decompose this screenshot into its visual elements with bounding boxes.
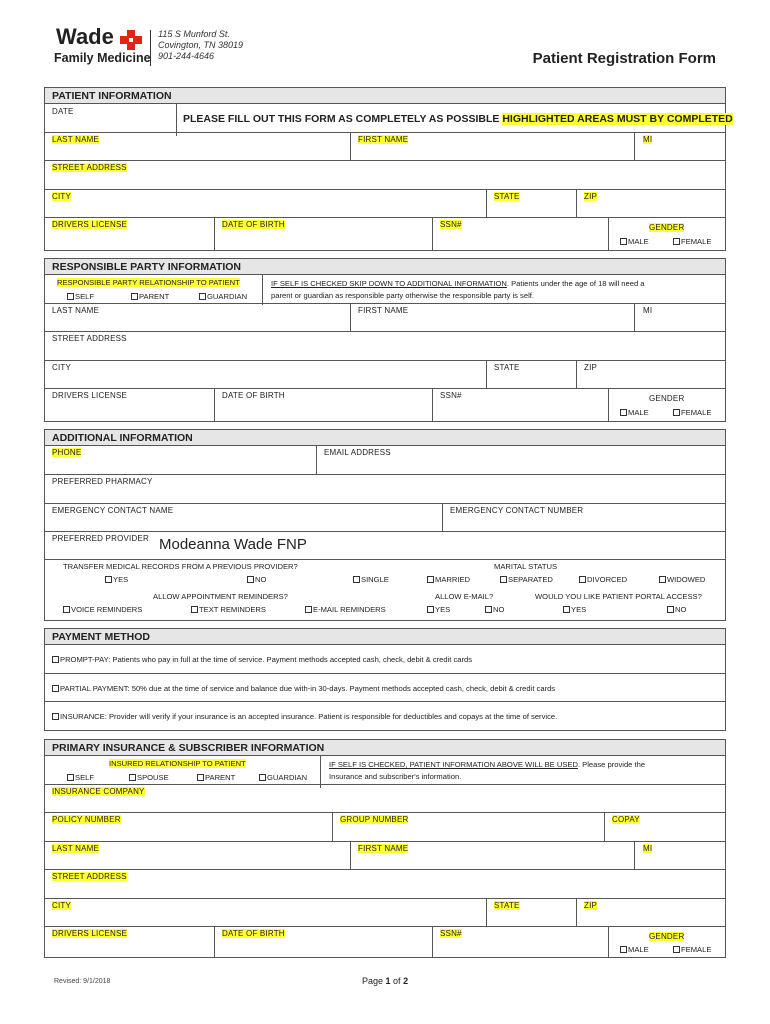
patient-information-section [44, 87, 733, 251]
clinic-address [158, 29, 243, 62]
ins-first-name-label: FIRST NAME [358, 844, 409, 853]
transfer-yes-label: YES [113, 575, 129, 584]
resp-street-label: STREET ADDRESS [52, 334, 127, 343]
clinic-phone: 901-244-4646 [158, 51, 215, 61]
ins-female-label: FEMALE [681, 945, 712, 954]
single-checkbox[interactable] [353, 576, 360, 583]
allow-email-yes-option[interactable] [427, 605, 450, 614]
allow-email [425, 589, 527, 621]
self-label: SELF [75, 292, 94, 301]
insurance-company-field[interactable] [45, 784, 727, 812]
logo-subtitle: Family Medicine [54, 51, 151, 65]
insured-guardian-option[interactable] [259, 773, 307, 782]
relationship-field [45, 275, 263, 305]
partial-payment-option[interactable] [52, 684, 555, 693]
state-field[interactable] [487, 189, 577, 217]
relationship-label: RESPONSIBLE PARTY RELATIONSHIP TO PATIENT [57, 278, 240, 287]
insurance-section-title: PRIMARY INSURANCE & SUBSCRIBER INFORMATION [45, 740, 725, 756]
pharmacy-field[interactable] [45, 474, 727, 503]
self-option[interactable] [67, 292, 94, 301]
resp-city-field[interactable] [45, 360, 487, 388]
address-line-2: Covington, TN 38019 [158, 40, 244, 50]
page-indicator [362, 976, 408, 986]
ins-mi-field[interactable] [635, 841, 727, 869]
patient-section-title: PATIENT INFORMATION [45, 88, 725, 104]
date-label: DATE [52, 107, 74, 116]
ins-last-name-field[interactable] [45, 841, 351, 869]
last-name-field[interactable] [45, 132, 351, 160]
ins-license-field[interactable] [45, 926, 215, 958]
transfer-question: TRANSFER MEDICAL RECORDS FROM A PREVIOUS PROVIDER? [63, 562, 298, 571]
partial-payment-label: PARTIAL PAYMENT: 50% due at the time of service and balance due with-in 30-days. Payment methods accepted cash, check, debit & credit cards [60, 684, 556, 693]
insured-self-label: SELF [75, 773, 94, 782]
transfer-no-option[interactable] [247, 575, 266, 584]
resp-female-label: FEMALE [681, 408, 712, 417]
resp-last-name-label: LAST NAME [52, 306, 99, 315]
portal-question: WOULD YOU LIKE PATIENT PORTAL ACCESS? [535, 592, 702, 601]
group-number-field[interactable] [333, 812, 605, 841]
allow-email-no-checkbox[interactable] [485, 606, 492, 613]
city-label: CITY [52, 192, 72, 201]
ins-last-name-label: LAST NAME [52, 844, 99, 853]
parent-checkbox[interactable] [131, 293, 138, 300]
gender-label: GENDER [649, 223, 685, 232]
instructions-text: PLEASE FILL OUT THIS FORM AS COMPLETELY AS POSSIBLE [183, 113, 503, 125]
additional-section-title: ADDITIONAL INFORMATION [45, 430, 725, 446]
transfer-yes-checkbox[interactable] [105, 576, 112, 583]
insured-self-option[interactable] [67, 773, 94, 782]
gender-female-option[interactable] [673, 237, 711, 246]
insured-parent-label: PARENT [205, 773, 236, 782]
guardian-option[interactable] [199, 292, 247, 301]
male-checkbox[interactable] [620, 238, 627, 245]
insured-parent-option[interactable] [197, 773, 235, 782]
state-label: STATE [494, 192, 520, 201]
transfer-no-checkbox[interactable] [247, 576, 254, 583]
insured-relationship-label: INSURED RELATIONSHIP TO PATIENT [109, 759, 246, 768]
portal-yes-checkbox[interactable] [563, 606, 570, 613]
page-total: 2 [403, 976, 409, 986]
allow-email-no-option[interactable] [485, 605, 504, 614]
ins-license-label: DRIVERS LICENSE [52, 929, 128, 938]
resp-zip-field[interactable] [577, 360, 727, 388]
responsible-party-section [44, 258, 726, 422]
ins-state-label: STATE [494, 901, 520, 910]
parent-option[interactable] [131, 292, 169, 301]
prompt-pay-checkbox[interactable] [52, 656, 59, 663]
marital-label: MARITAL STATUS [494, 562, 558, 571]
emergency-name-label: EMERGENCY CONTACT NAME [52, 506, 174, 515]
ins-dob-field[interactable] [215, 926, 433, 958]
logo-divider [150, 30, 151, 66]
divorced-label: DIVORCED [587, 575, 628, 584]
email-label: EMAIL ADDRESS [324, 448, 391, 457]
guardian-checkbox[interactable] [199, 293, 206, 300]
page-number: 1 [385, 976, 391, 986]
ins-first-name-field[interactable] [351, 841, 635, 869]
voice-reminders-option[interactable] [63, 605, 142, 614]
parent-label: PARENT [139, 292, 170, 301]
logo-name: Wade [56, 24, 114, 49]
responsible-section-title: RESPONSIBLE PARTY INFORMATION [45, 259, 725, 275]
separated-option[interactable] [500, 575, 553, 584]
dob-field[interactable] [215, 217, 433, 251]
resp-first-name-field[interactable] [351, 303, 635, 331]
emergency-name-field[interactable] [45, 503, 443, 531]
drivers-license-label: DRIVERS LICENSE [52, 220, 128, 229]
resp-gender-field [609, 388, 727, 422]
female-label: FEMALE [681, 237, 712, 246]
ssn-label: SSN# [440, 220, 462, 229]
allow-email-yes-checkbox[interactable] [427, 606, 434, 613]
page-prefix: Page [362, 976, 386, 986]
partial-payment-checkbox[interactable] [52, 685, 59, 692]
responsible-note-underlined: IF SELF IS CHECKED SKIP DOWN TO ADDITIONAL INFORMATION [271, 279, 507, 288]
street-address-label: STREET ADDRESS [52, 163, 127, 172]
ins-zip-field[interactable] [577, 898, 727, 926]
resp-female-checkbox[interactable] [673, 409, 680, 416]
resp-dob-field[interactable] [215, 388, 433, 422]
ins-dob-label: DATE OF BIRTH [222, 929, 285, 938]
ins-ssn-label: SSN# [440, 929, 462, 938]
email-reminders-label: E-MAIL REMINDERS [313, 605, 386, 614]
copay-label: COPAY [612, 815, 640, 824]
responsible-note-line1: . Patients under the age of 18 will need a [506, 279, 645, 288]
zip-label: ZIP [584, 192, 598, 201]
insurance-payment-label: INSURANCE: Provider will verify if your insurance is an accepted insurance. Patient is responsible for deductibles and copays at the time of service. [60, 712, 558, 721]
mi-label: MI [643, 135, 653, 144]
resp-ssn-field[interactable] [433, 388, 609, 422]
resp-license-label: DRIVERS LICENSE [52, 391, 128, 400]
mi-field[interactable] [635, 132, 727, 160]
emergency-number-field[interactable] [443, 503, 727, 531]
portal-access [527, 589, 727, 621]
insured-parent-checkbox[interactable] [197, 774, 204, 781]
ssn-field[interactable] [433, 217, 609, 251]
ins-male-label: MALE [628, 945, 649, 954]
preferred-provider-field[interactable] [45, 531, 727, 559]
separated-label: SEPARATED [508, 575, 553, 584]
divorced-option[interactable] [579, 575, 627, 584]
resp-first-name-label: FIRST NAME [358, 306, 409, 315]
dob-label: DATE OF BIRTH [222, 220, 285, 229]
guardian-label: GUARDIAN [207, 292, 248, 301]
zip-field[interactable] [577, 189, 727, 217]
widowed-checkbox[interactable] [659, 576, 666, 583]
portal-yes-label: YES [571, 605, 587, 614]
red-cross-icon [120, 30, 142, 50]
primary-insurance-section [44, 739, 726, 958]
ins-city-label: CITY [52, 901, 72, 910]
female-checkbox[interactable] [673, 238, 680, 245]
insured-spouse-label: SPOUSE [137, 773, 169, 782]
text-label: TEXT REMINDERS [199, 605, 266, 614]
phone-field[interactable] [45, 446, 317, 474]
insurance-note [329, 759, 645, 783]
gender-field [609, 217, 727, 251]
ins-zip-label: ZIP [584, 901, 598, 910]
insured-spouse-option[interactable] [129, 773, 169, 782]
email-reminders-option[interactable] [305, 605, 386, 614]
payment-section-title: PAYMENT METHOD [45, 629, 725, 645]
resp-state-label: STATE [494, 363, 520, 372]
portal-yes-option[interactable] [563, 605, 586, 614]
insured-guardian-checkbox[interactable] [259, 774, 266, 781]
voice-checkbox[interactable] [63, 606, 70, 613]
ins-city-field[interactable] [45, 898, 487, 926]
allow-email-question: ALLOW E-MAIL? [435, 592, 494, 601]
resp-mi-field[interactable] [635, 303, 727, 331]
insurance-note-underlined: IF SELF IS CHECKED, PATIENT INFORMATION ABOVE WILL BE USED [329, 760, 578, 769]
text-checkbox[interactable] [191, 606, 198, 613]
responsible-note [271, 278, 645, 302]
last-name-label: LAST NAME [52, 135, 99, 144]
form-title: Patient Registration Form [532, 50, 716, 67]
instructions [183, 113, 733, 125]
responsible-note-line2: parent or guardian as responsible party otherwise the responsible party is self. [271, 291, 534, 300]
ins-gender-male-option[interactable] [620, 945, 649, 954]
transfer-no-label: NO [255, 575, 267, 584]
resp-street-field[interactable] [45, 331, 727, 360]
insured-guardian-label: GUARDIAN [267, 773, 308, 782]
resp-male-label: MALE [628, 408, 649, 417]
policy-number-field[interactable] [45, 812, 333, 841]
ins-ssn-field[interactable] [433, 926, 609, 958]
resp-state-field[interactable] [487, 360, 577, 388]
portal-no-option[interactable] [667, 605, 686, 614]
portal-no-checkbox[interactable] [667, 606, 674, 613]
email-field[interactable] [317, 446, 727, 474]
ins-street-label: STREET ADDRESS [52, 872, 127, 881]
resp-last-name-field[interactable] [45, 303, 351, 331]
reminders-question: ALLOW APPOINTMENT REMINDERS? [153, 592, 288, 601]
insurance-payment-option[interactable] [52, 712, 557, 721]
page-of: of [390, 976, 404, 986]
copay-field[interactable] [605, 812, 727, 841]
ins-mi-label: MI [643, 844, 653, 853]
group-number-label: GROUP NUMBER [340, 815, 409, 824]
emergency-number-label: EMERGENCY CONTACT NUMBER [450, 506, 584, 515]
text-reminders-option[interactable] [191, 605, 266, 614]
allow-email-yes-label: YES [435, 605, 451, 614]
insured-self-checkbox[interactable] [67, 774, 74, 781]
transfer-yes-option[interactable] [105, 575, 128, 584]
married-label: MARRIED [435, 575, 471, 584]
single-label: SINGLE [361, 575, 389, 584]
pharmacy-label: PREFERRED PHARMACY [52, 477, 153, 486]
insurance-note-line1: . Please provide the [577, 760, 646, 769]
payment-method-section [44, 628, 726, 731]
ins-female-checkbox[interactable] [673, 946, 680, 953]
resp-city-label: CITY [52, 363, 72, 372]
resp-mi-label: MI [643, 306, 653, 315]
voice-label: VOICE REMINDERS [71, 605, 143, 614]
widowed-option[interactable] [659, 575, 705, 584]
logo [52, 24, 152, 68]
resp-dob-label: DATE OF BIRTH [222, 391, 285, 400]
widowed-label: WIDOWED [667, 575, 706, 584]
married-checkbox[interactable] [427, 576, 434, 583]
instructions-highlight: HIGHLIGHTED AREAS MUST BY COMPLETED [502, 113, 733, 125]
ins-gender-field [609, 926, 727, 958]
resp-male-checkbox[interactable] [620, 409, 627, 416]
single-option[interactable] [353, 575, 389, 584]
resp-gender-label: GENDER [649, 394, 685, 403]
additional-information-section [44, 429, 726, 621]
prompt-pay-option[interactable] [52, 655, 472, 664]
male-label: MALE [628, 237, 649, 246]
address-line-1: 115 S Munford St. [158, 29, 230, 39]
resp-ssn-label: SSN# [440, 391, 462, 400]
ins-gender-female-option[interactable] [673, 945, 711, 954]
ins-state-field[interactable] [487, 898, 577, 926]
ins-street-field[interactable] [45, 869, 727, 898]
ins-gender-label: GENDER [649, 932, 685, 941]
city-field[interactable] [45, 189, 487, 217]
insurance-company-label: INSURANCE COMPANY [52, 787, 145, 796]
insured-spouse-checkbox[interactable] [129, 774, 136, 781]
drivers-license-field[interactable] [45, 217, 215, 251]
revised-date: Revised: 9/1/2018 [54, 978, 111, 985]
separated-checkbox[interactable] [500, 576, 507, 583]
reminders [45, 589, 425, 621]
insurance-payment-checkbox[interactable] [52, 713, 59, 720]
portal-no-label: NO [675, 605, 687, 614]
first-name-label: FIRST NAME [358, 135, 409, 144]
self-checkbox[interactable] [67, 293, 74, 300]
resp-gender-male-option[interactable] [620, 408, 649, 417]
allow-email-no-label: NO [493, 605, 505, 614]
gender-male-option[interactable] [620, 237, 649, 246]
prompt-pay-label: PROMPT-PAY: Patients who pay in full at the time of service. Payment methods accepted cash, check, debit & credit cards [60, 655, 473, 664]
provider-label: PREFERRED PROVIDER [52, 534, 149, 543]
insurance-note-line2: Insurance and subscriber's information. [329, 772, 462, 781]
email-reminder-checkbox[interactable] [305, 606, 312, 613]
resp-license-field[interactable] [45, 388, 215, 422]
ins-male-checkbox[interactable] [620, 946, 627, 953]
policy-number-label: POLICY NUMBER [52, 815, 121, 824]
street-address-field[interactable] [45, 160, 727, 189]
married-option[interactable] [427, 575, 470, 584]
marital-status [343, 559, 727, 589]
transfer-records [45, 559, 343, 589]
resp-zip-label: ZIP [584, 363, 598, 372]
phone-label: PHONE [52, 448, 82, 457]
divorced-checkbox[interactable] [579, 576, 586, 583]
first-name-field[interactable] [351, 132, 635, 160]
provider-value: Modeanna Wade FNP [159, 536, 307, 553]
resp-gender-female-option[interactable] [673, 408, 711, 417]
